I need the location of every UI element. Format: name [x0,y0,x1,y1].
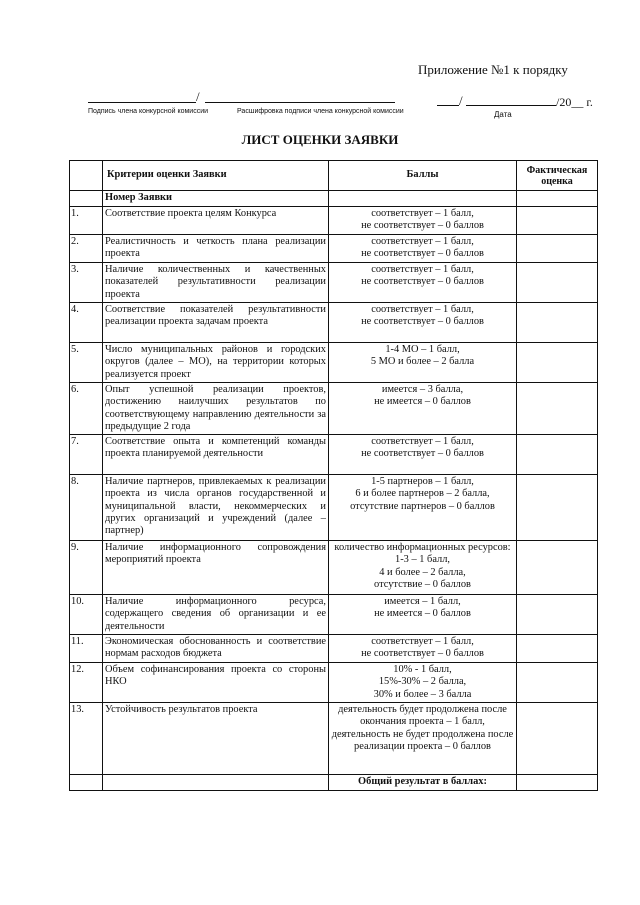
total-label: Общий результат в баллах: [329,775,517,791]
actual-score-input[interactable] [517,207,598,235]
signature-caption: Подпись члена конкурсной комиссии [88,108,209,115]
date-caption: Дата [494,110,512,119]
criterion-number: 8. [70,475,103,541]
date-suffix: /20__ г. [556,95,593,109]
header-num-cell [70,161,103,191]
criterion-number: 3. [70,263,103,303]
criterion-number: 9. [70,541,103,595]
criterion-score: соответствует – 1 балл, не соответствует – 0 баллов [329,263,517,303]
criterion-text: Число муниципальных районов и городских округов (далее – МО), на территории которых реализуется проект [103,343,329,383]
app-number-row [70,191,598,207]
signature-line [88,102,196,103]
date-line-a [437,105,459,106]
total-empty-cell [103,775,329,791]
criterion-text: Устойчивость результатов проекта [103,703,329,775]
criterion-score: количество информационных ресурсов: 1-3 – 1 балл, 4 и более – 2 балла, отсутствие – 0 баллов [329,541,517,595]
actual-score-input[interactable] [517,663,598,703]
criterion-score: 1-5 партнеров – 1 балл, 6 и более партнеров – 2 балла, отсутствие партнеров – 0 баллов [329,475,517,541]
actual-score-input[interactable] [517,383,598,435]
criterion-score: 10% - 1 балл, 15%-30% – 2 балла, 30% и более – 3 балла [329,663,517,703]
total-score-input[interactable] [517,775,598,791]
date-slash: / [459,93,463,108]
actual-score-input[interactable] [517,435,598,475]
criterion-text: Наличие информационного ресурса, содержащего сведения об организации и ее деятельности [103,595,329,635]
header-actual: Фактическая оценка [517,161,598,191]
criterion-score: деятельность будет продолжена после окончания проекта – 1 балл, деятельность не будет продолжена после реализации проекта – 0 баллов [329,703,517,775]
decode-caption: Расшифровка подписи члена конкурсной комиссии [237,108,404,115]
criterion-number: 1. [70,207,103,235]
signature-slash: / [196,89,200,104]
actual-score-input[interactable] [517,703,598,775]
criterion-row [70,207,598,235]
criterion-number: 6. [70,383,103,435]
criterion-number: 4. [70,303,103,343]
criterion-number: 5. [70,343,103,383]
criterion-row [70,383,598,435]
actual-score-input[interactable] [517,343,598,383]
criterion-number: 10. [70,595,103,635]
criterion-row [70,595,598,635]
criterion-row [70,475,598,541]
criterion-text: Соответствие опыта и компетенций команды проекта планируемой деятельности [103,435,329,475]
criterion-row [70,263,598,303]
criterion-text: Реалистичность и четкость плана реализации проекта [103,235,329,263]
criterion-number: 13. [70,703,103,775]
criterion-score: имеется – 3 балла, не имеется – 0 баллов [329,383,517,435]
total-row [70,775,598,791]
criterion-score: 1-4 МО – 1 балл, 5 МО и более – 2 балла [329,343,517,383]
criterion-text: Соответствие показателей результативности реализации проекта задачам проекта [103,303,329,343]
criterion-row [70,663,598,703]
criterion-row [70,343,598,383]
criterion-row [70,435,598,475]
criterion-number: 11. [70,635,103,663]
criterion-row [70,541,598,595]
app-number-input[interactable] [517,191,598,207]
actual-score-input[interactable] [517,263,598,303]
table-header-row [70,161,598,191]
header-criteria: Критерии оценки Заявки [103,161,329,191]
criterion-score: соответствует – 1 балл, не соответствует – 0 баллов [329,435,517,475]
criterion-score: соответствует – 1 балл, не соответствует – 0 баллов [329,303,517,343]
actual-score-input[interactable] [517,235,598,263]
criterion-number: 2. [70,235,103,263]
criterion-row [70,303,598,343]
criterion-text: Соответствие проекта целям Конкурса [103,207,329,235]
appendix-label: Приложение №1 к порядку [418,62,568,77]
criterion-text: Опыт успешной реализации проектов, достижению наилучших результатов по соответствующему направлению деятельности за предыдущие 2 года [103,383,329,435]
actual-score-input[interactable] [517,303,598,343]
app-number-num-cell [70,191,103,207]
criterion-row [70,235,598,263]
page-title: ЛИСТ ОЦЕНКИ ЗАЯВКИ [241,132,399,147]
actual-score-input[interactable] [517,541,598,595]
header-score: Баллы [329,161,517,191]
criterion-text: Наличие информационного сопровождения мероприятий проекта [103,541,329,595]
app-number-label: Номер Заявки [103,191,329,207]
evaluation-table [69,160,598,791]
actual-score-input[interactable] [517,635,598,663]
actual-score-input[interactable] [517,595,598,635]
criterion-text: Наличие количественных и качественных показателей результативности реализации проекта [103,263,329,303]
criterion-text: Объем софинансирования проекта со стороны НКО [103,663,329,703]
app-number-score-cell [329,191,517,207]
criterion-row [70,635,598,663]
criterion-score: соответствует – 1 балл, не соответствует – 0 баллов [329,635,517,663]
criterion-row [70,703,598,775]
decode-line [205,102,395,103]
total-num-cell [70,775,103,791]
criterion-text: Наличие партнеров, привлекаемых к реализации проекта из числа органов государственной и муниципальной власти, некоммерческих и других организаций и учреждений (далее – партнер) [103,475,329,541]
date-line-b [466,105,556,106]
actual-score-input[interactable] [517,475,598,541]
criterion-score: имеется – 1 балл, не имеется – 0 баллов [329,595,517,635]
criterion-score: соответствует – 1 балл, не соответствует – 0 баллов [329,235,517,263]
criterion-score: соответствует – 1 балл, не соответствует – 0 баллов [329,207,517,235]
criterion-text: Экономическая обоснованность и соответствие нормам расходов бюджета [103,635,329,663]
criterion-number: 12. [70,663,103,703]
criterion-number: 7. [70,435,103,475]
